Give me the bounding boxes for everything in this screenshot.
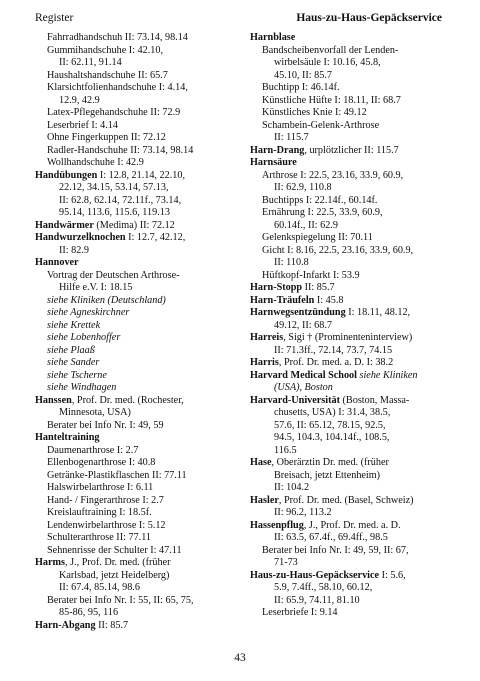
index-subline (250, 270, 448, 283)
index-subline (35, 207, 239, 220)
index-subline (35, 145, 239, 158)
index-subline (250, 232, 448, 245)
index-text: wirbelsäule I: 10.16, 45.8, (274, 57, 381, 68)
index-subline (250, 432, 448, 445)
index-subline (35, 32, 239, 45)
index-text: I: 12.7, 42.12, (125, 232, 186, 243)
index-headword: Harreis (250, 332, 284, 343)
index-text: 60.14f., II: 62.9 (274, 219, 338, 231)
index-subline (250, 345, 448, 358)
index-text: , Prof. Dr. med. a. D. I: 38.2 (278, 357, 394, 368)
index-text: II: 65.9, 74.11, 81.10 (274, 594, 360, 606)
index-entry (35, 432, 239, 445)
index-text: Fahrradhandschuh II: 73.14, 98.14 (47, 32, 188, 43)
index-subline (35, 120, 239, 133)
index-subline (250, 420, 448, 433)
index-text: I: 5.6, (379, 569, 406, 581)
index-text: 116.5 (274, 444, 297, 456)
index-subline (250, 57, 448, 70)
index-text: 95.14, 113.6, 115.6, 119.13 (59, 207, 170, 218)
index-subline (35, 57, 239, 70)
index-text: Ohne Fingerkuppen II: 72.12 (47, 132, 166, 143)
index-subline (250, 207, 448, 220)
index-subline (250, 120, 448, 133)
index-headword: Harms (35, 557, 65, 568)
index-text: Leserbrief I: 4.14 (47, 119, 118, 131)
index-text: Hüftkopf-Infarkt I: 53.9 (262, 269, 360, 281)
index-text: , J., Prof. Dr. med. (früher (65, 557, 171, 568)
index-subline (250, 257, 448, 270)
index-headword: Hannover (35, 257, 79, 268)
index-subline (35, 82, 239, 95)
index-subline (35, 307, 239, 320)
index-subline (35, 270, 239, 283)
index-text: I: 12.8, 21.14, 22.10, (97, 169, 186, 181)
index-crossref: siehe Krettek (47, 319, 101, 331)
index-entry (250, 32, 448, 45)
index-subline (250, 557, 448, 570)
index-text: Radler-Handschuhe II: 73.14, 98.14 (47, 144, 194, 156)
index-text: 85-86, 95, 116 (59, 607, 119, 618)
index-subline (35, 182, 239, 195)
index-entry (35, 557, 239, 570)
index-subline (250, 595, 448, 608)
index-entry (35, 395, 239, 408)
index-subline (250, 407, 448, 420)
index-entry (250, 145, 448, 158)
index-column-left (35, 32, 239, 632)
index-text: II: 104.2 (274, 482, 310, 493)
index-entry (250, 357, 448, 370)
index-text: II: 62.11, 91.14 (59, 57, 122, 68)
index-text: II: 82.9 (59, 244, 89, 256)
index-text: 12.9, 42.9 (59, 94, 100, 106)
index-subline (35, 95, 239, 108)
index-text: II: 67.4, 85.14, 98.6 (59, 582, 140, 593)
index-text: , Oberärztin Dr. med. (früher (271, 457, 389, 468)
index-text: Berater bei Info Nr. I: 49, 59, II: 67, (262, 544, 409, 556)
index-text: Buchtipps I: 22.14f., 60.14f. (262, 194, 378, 206)
index-subline (250, 482, 448, 495)
index-text: Leserbriefe I: 9.14 (262, 607, 338, 618)
index-text: Schambein-Gelenk-Arthrose (262, 119, 380, 131)
index-column-right (250, 32, 448, 620)
index-subline (250, 245, 448, 258)
index-text: Vortrag der Deutschen Arthrose- (47, 269, 180, 281)
index-text: Hand- / Fingerarthrose I: 2.7 (47, 494, 164, 506)
index-entry (35, 232, 239, 245)
index-crossref: siehe Windhagen (47, 382, 117, 393)
index-headword: Harvard-Universität (250, 394, 340, 406)
index-crossref: siehe Lobenhoffer (47, 332, 121, 343)
index-subline (35, 582, 239, 595)
index-entry (250, 370, 448, 383)
index-text: 5.9, 7.4ff., 58.10, 60.12, (274, 582, 373, 593)
index-entry (35, 220, 239, 233)
index-text: Sehnenrisse der Schulter I: 47.11 (47, 544, 182, 556)
index-text: II: 110.8 (274, 257, 309, 268)
index-subline (250, 470, 448, 483)
index-crossref: (USA), Boston (274, 382, 333, 393)
index-headword: Harn-Drang (250, 144, 305, 156)
index-text: II: 115.7 (274, 132, 309, 143)
index-text: Berater bei Info Nr. I: 49, 59 (47, 419, 164, 431)
index-text: II: 96.2, 113.2 (274, 507, 332, 518)
index-text: Künstliches Knie I: 49.12 (262, 107, 367, 118)
index-subline (35, 482, 239, 495)
index-headword: Hassenpflug (250, 519, 304, 531)
index-text: 94.5, 104.3, 104.14f., 108.5, (274, 432, 390, 443)
index-entry (250, 295, 448, 308)
index-text: (Boston, Massa- (339, 394, 410, 406)
index-subline (35, 545, 239, 558)
index-text: Karlsbad, jetzt Heidelberg) (59, 569, 170, 581)
index-text: Getränke-Plastikflaschen II: 77.11 (47, 469, 187, 481)
index-subline (250, 532, 448, 545)
index-subline (35, 157, 239, 170)
index-subline (35, 132, 239, 145)
index-text: Gicht I: 8.16, 22.5, 23.16, 33.9, 60.9, (262, 244, 414, 256)
index-entry (250, 520, 448, 533)
index-entry (250, 307, 448, 320)
index-subline (250, 95, 448, 108)
index-crossref: siehe Tscherne (47, 369, 107, 381)
index-headword: Harvard Medical School (250, 369, 357, 381)
index-text: Breisach, jetzt Ettenheim) (274, 469, 381, 481)
index-subline (35, 70, 239, 83)
index-text: Schulterarthrose II: 77.11 (47, 532, 152, 543)
index-text: Gelenkspiegelung II: 70.11 (262, 232, 373, 243)
index-crossref: siehe Kliniken (356, 369, 418, 381)
index-headword: Handübungen (35, 169, 98, 181)
index-subline (35, 470, 239, 483)
index-text: 22.12, 34.15, 53.14, 57.13, (59, 182, 169, 193)
index-text: Halswirbelarthrose I: 6.11 (47, 482, 154, 493)
index-subline (35, 345, 239, 358)
index-text: Klarsichtfolienhandschuhe I: 4.14, (47, 82, 188, 93)
index-entry (250, 395, 448, 408)
index-headword: Harnblase (250, 32, 296, 43)
index-text: Daumenarthrose I: 2.7 (47, 444, 139, 456)
index-headword: Hanteltraining (35, 432, 100, 443)
index-subline (35, 595, 239, 608)
index-headword: Harn-Träufeln (250, 294, 315, 306)
index-subline (250, 45, 448, 58)
index-text: II: 62.8, 62.14, 72.11f., 73.14, (59, 194, 182, 206)
index-subline (35, 445, 239, 458)
index-headword: Handwärmer (35, 219, 94, 231)
index-headword: Hase (250, 457, 272, 468)
index-entry (250, 570, 448, 583)
index-subline (35, 520, 239, 533)
index-subline (35, 457, 239, 470)
index-text: Gummihandschuhe I: 42.10, (47, 44, 164, 56)
index-subline (250, 582, 448, 595)
index-entry (250, 495, 448, 508)
index-crossref: siehe Kliniken (Deutschland) (47, 294, 166, 306)
index-entry (250, 157, 448, 170)
index-text: Berater bei Info Nr. I: 55, II: 65, 75, (47, 594, 194, 606)
index-subline (250, 70, 448, 83)
index-subline (35, 532, 239, 545)
index-text: 45.10, II: 85.7 (274, 69, 333, 81)
index-text: , J., Prof. Dr. med. a. D. (303, 519, 401, 531)
index-subline (35, 370, 239, 383)
index-subline (35, 407, 239, 420)
index-entry (35, 257, 239, 270)
index-entry (250, 457, 448, 470)
index-crossref: siehe Sander (47, 357, 100, 368)
index-text: I: 45.8 (314, 294, 344, 306)
index-crossref: siehe Plaaß (47, 344, 95, 356)
index-subline (35, 495, 239, 508)
index-text: Arthrose I: 22.5, 23.16, 33.9, 60.9, (262, 169, 404, 181)
index-subline (35, 382, 239, 395)
index-text: (Medima) II: 72.12 (93, 219, 175, 231)
index-text: Haushaltshandschuhe II: 65.7 (47, 69, 168, 81)
index-text: 57.6, II: 65.12, 78.15, 92.5, (274, 419, 386, 431)
index-subline (35, 245, 239, 258)
index-text: II: 71.3ff., 72.14, 73.7, 74.15 (274, 344, 393, 356)
index-subline (250, 182, 448, 195)
index-text: Künstliche Hüfte I: 18.11, II: 68.7 (262, 94, 401, 106)
index-entry (35, 620, 239, 633)
index-text: II: 85.7 (95, 619, 129, 631)
index-text: Lendenwirbelarthrose I: 5.12 (47, 519, 166, 531)
index-subline (250, 320, 448, 333)
index-headword: Harnsäure (250, 157, 297, 168)
index-text: Kreislauftraining I: 18.5f. (47, 507, 152, 518)
index-text: 71-73 (274, 557, 298, 568)
index-subline (250, 82, 448, 95)
index-text: I: 18.11, 48.12, (345, 307, 411, 318)
index-text: Ernährung I: 22.5, 33.9, 60.9, (262, 207, 383, 218)
index-text: Ellenbogenarthrose I: 40.8 (47, 457, 156, 468)
index-subline (250, 545, 448, 558)
index-subline (35, 295, 239, 308)
index-subline (35, 357, 239, 370)
index-text: II: 63.5, 67.4f., 69.4ff., 98.5 (274, 532, 388, 543)
index-text: , Prof. Dr. med. (Rochester, (71, 394, 184, 406)
index-text: Wollhandschuhe I: 42.9 (47, 157, 144, 168)
index-subline (250, 507, 448, 520)
index-subline (35, 607, 239, 620)
index-text: Minnesota, USA) (59, 407, 131, 418)
index-text: II: 85.7 (302, 282, 335, 293)
running-header-left: Register (35, 12, 74, 24)
index-subline (35, 320, 239, 333)
index-headword: Harn-Abgang (35, 619, 96, 631)
index-subline (35, 282, 239, 295)
index-text: , Prof. Dr. med. (Basel, Schweiz) (278, 494, 414, 506)
index-entry (250, 332, 448, 345)
running-header-right: Haus-zu-Haus-Gepäckservice (296, 12, 442, 24)
index-subline (35, 570, 239, 583)
index-subline (250, 132, 448, 145)
index-subline (35, 45, 239, 58)
index-subline (250, 445, 448, 458)
index-subline (35, 507, 239, 520)
index-text: , urplötzlicher II: 115.7 (304, 144, 399, 156)
index-text: II: 62.9, 110.8 (274, 182, 332, 193)
index-headword: Hasler (250, 494, 279, 506)
index-text: Latex-Pflegehandschuhe II: 72.9 (47, 107, 181, 118)
index-headword: Hanssen (35, 394, 72, 406)
index-entry (35, 170, 239, 183)
index-headword: Haus-zu-Haus-Gepäckservice (250, 569, 380, 581)
index-subline (250, 220, 448, 233)
index-headword: Handwurzelknochen (35, 232, 126, 243)
index-subline (250, 195, 448, 208)
index-text: 49.12, II: 68.7 (274, 319, 333, 331)
index-subline (250, 170, 448, 183)
index-text: Buchtipp I: 46.14f. (262, 82, 340, 93)
index-headword: Harris (250, 357, 279, 368)
index-subline (250, 382, 448, 395)
index-text: , Sigi † (Prominenteninterview) (283, 332, 413, 343)
index-subline (35, 107, 239, 120)
index-headword: Harnwegsentzündung (250, 307, 346, 318)
index-text: chusetts, USA) I: 31.4, 38.5, (274, 407, 391, 418)
index-subline (35, 332, 239, 345)
index-headword: Harn-Stopp (250, 282, 303, 293)
index-subline (35, 195, 239, 208)
index-entry (250, 282, 448, 295)
index-subline (250, 107, 448, 120)
index-text: Bandscheibenvorfall der Lenden- (262, 44, 399, 56)
index-crossref: siehe Agneskirchner (47, 307, 130, 318)
index-text: Hilfe e.V. I: 18.15 (59, 282, 133, 293)
page-number: 43 (234, 652, 246, 664)
index-subline (35, 420, 239, 433)
index-subline (250, 607, 448, 620)
